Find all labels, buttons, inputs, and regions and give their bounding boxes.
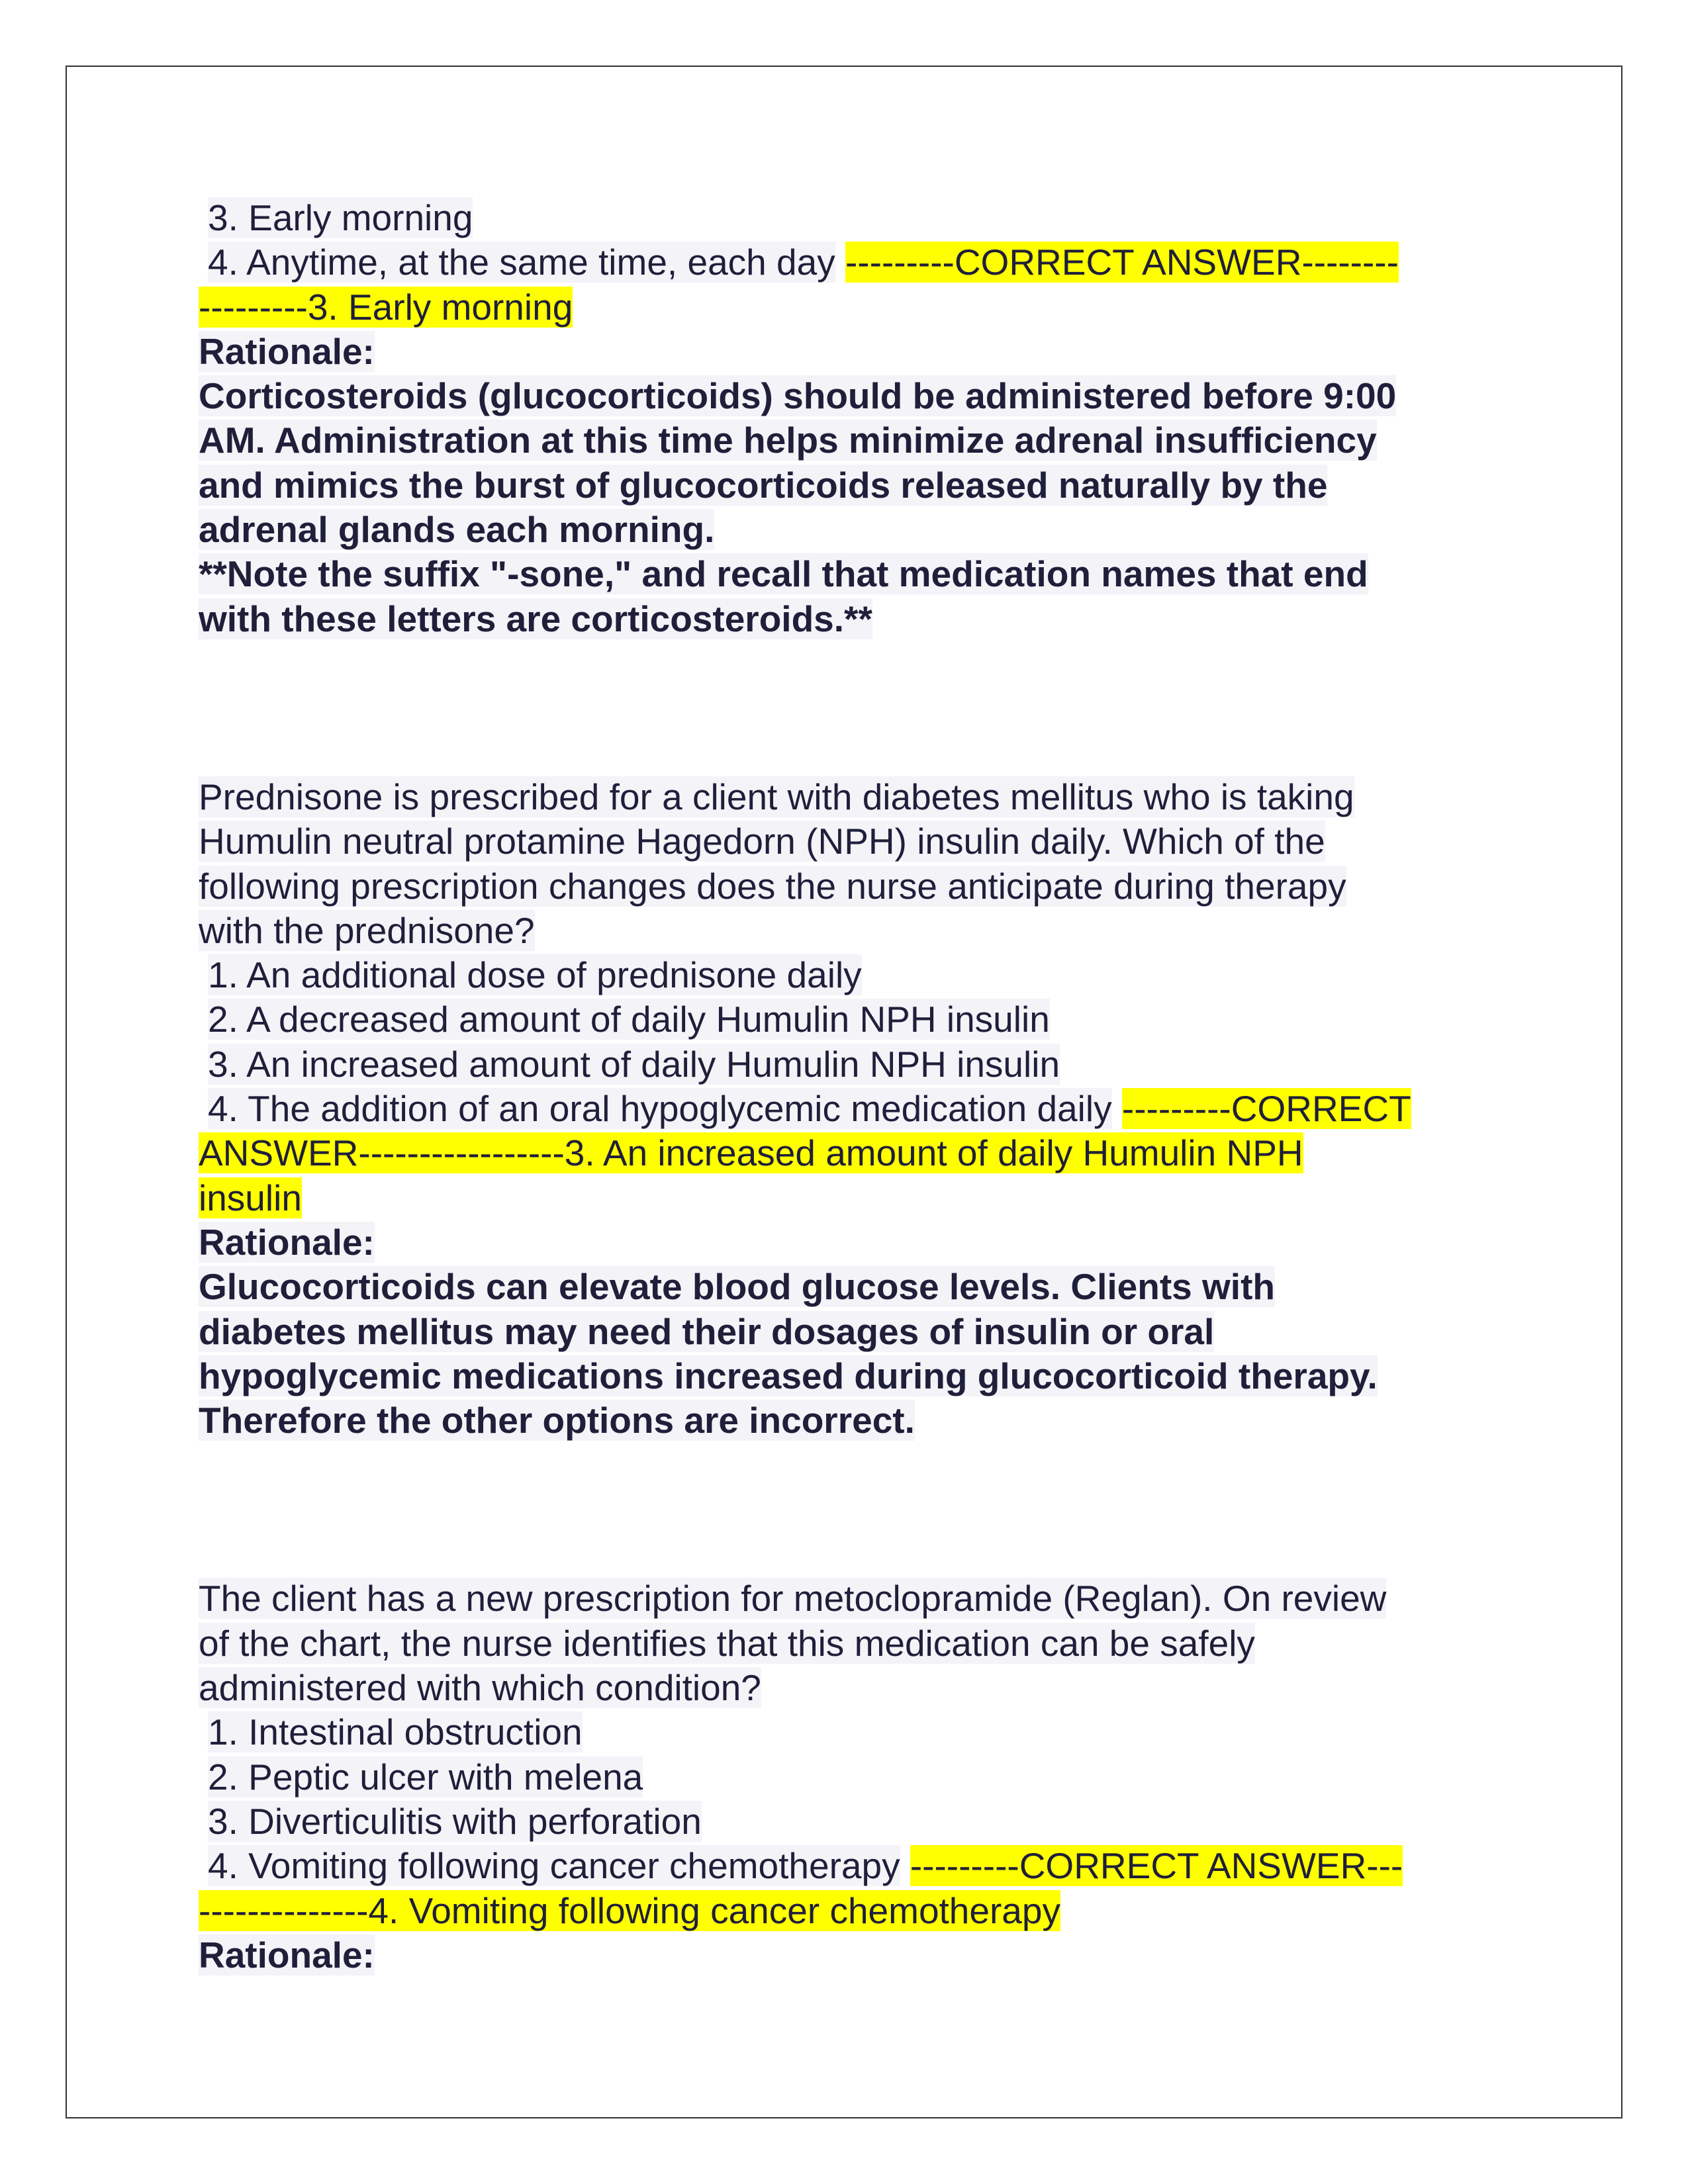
- correct-answer-highlight: ---------CORRECT ANSWER--------: [845, 242, 1399, 283]
- question-stem: with the prednisone?: [199, 909, 535, 951]
- spacer: [199, 1443, 1489, 1576]
- rationale-text: hypoglycemic medications increased during glucocorticoid therapy.: [199, 1355, 1378, 1396]
- question-stem: of the chart, the nurse identifies that this medication can be safely: [199, 1622, 1255, 1664]
- rationale-text: AM. Administration at this time helps minimize adrenal insufficiency: [199, 420, 1377, 461]
- rationale-text: Therefore the other options are incorrect.: [199, 1400, 915, 1441]
- correct-answer-highlight: ---------3. Early morning: [199, 286, 573, 328]
- correct-answer-highlight: ---------CORRECT ANSWER---: [910, 1845, 1403, 1887]
- question-3: [199, 1576, 1489, 1978]
- question-2: [199, 775, 1489, 1443]
- question-1-tail: [199, 196, 1489, 641]
- document-body: [199, 196, 1489, 1978]
- spacer: [199, 641, 1489, 775]
- option-3: 3. Diverticulitis with perforation: [208, 1800, 702, 1842]
- question-stem: Humulin neutral protamine Hagedorn (NPH) insulin daily. Which of the: [199, 821, 1325, 862]
- question-stem: following prescription changes does the nurse anticipate during therapy: [199, 865, 1346, 907]
- correct-answer-highlight: --------------4. Vomiting following cancer chemotherapy: [199, 1889, 1060, 1931]
- option-4: 4. Anytime, at the same time, each day: [208, 242, 835, 283]
- question-stem: Prednisone is prescribed for a client with diabetes mellitus who is taking: [199, 776, 1354, 817]
- rationale-text: adrenal glands each morning.: [199, 509, 715, 551]
- option-1: 1. An additional dose of prednisone daily: [208, 954, 862, 996]
- correct-answer-highlight: ---------CORRECT: [1121, 1088, 1411, 1130]
- note-text: **Note the suffix "-sone," and recall that medication names that end: [199, 553, 1368, 595]
- note-text: with these letters are corticosteroids.**: [199, 598, 872, 639]
- correct-answer-highlight: insulin: [199, 1177, 302, 1218]
- option-3: 3. An increased amount of daily Humulin NPH insulin: [208, 1043, 1060, 1085]
- question-stem: administered with which condition?: [199, 1667, 761, 1709]
- rationale-text: Glucocorticoids can elevate blood glucose levels. Clients with: [199, 1266, 1275, 1308]
- option-4: 4. The addition of an oral hypoglycemic medication daily: [208, 1088, 1112, 1130]
- question-stem: The client has a new prescription for metoclopramide (Reglan). On review: [199, 1578, 1387, 1619]
- rationale-label: Rationale:: [199, 1221, 375, 1263]
- option-3: 3. Early morning: [208, 197, 473, 238]
- option-2: 2. A decreased amount of daily Humulin NPH insulin: [208, 999, 1050, 1040]
- option-1: 1. Intestinal obstruction: [208, 1711, 583, 1753]
- rationale-label: Rationale:: [199, 1934, 375, 1976]
- option-4: 4. Vomiting following cancer chemotherapy: [208, 1845, 900, 1887]
- rationale-label: Rationale:: [199, 330, 375, 372]
- option-2: 2. Peptic ulcer with melena: [208, 1756, 643, 1797]
- rationale-text: and mimics the burst of glucocorticoids released naturally by the: [199, 464, 1328, 506]
- rationale-text: diabetes mellitus may need their dosages of insulin or oral: [199, 1310, 1215, 1352]
- rationale-text: Corticosteroids (glucocorticoids) should be administered before 9:00: [199, 375, 1397, 417]
- correct-answer-highlight: ANSWER-----------------3. An increased amount of daily Humulin NPH: [199, 1132, 1303, 1174]
